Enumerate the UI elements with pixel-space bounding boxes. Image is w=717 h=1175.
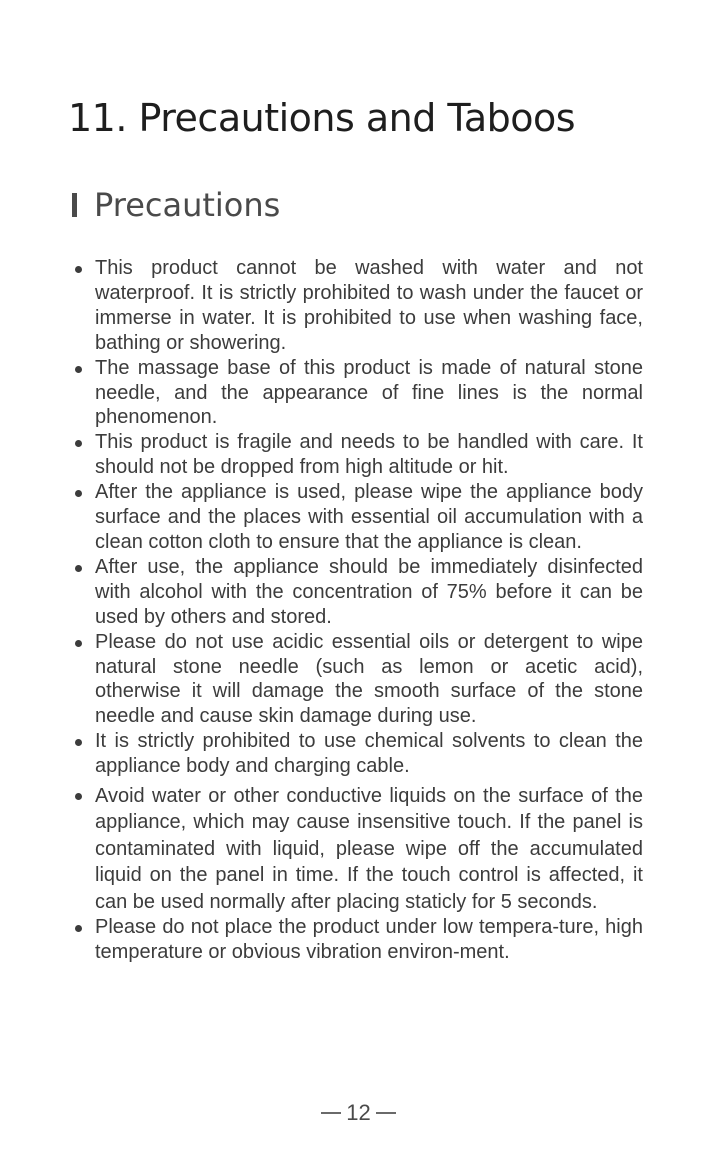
- list-item: [95, 480, 643, 555]
- bullet-icon: [75, 739, 82, 746]
- bullet-icon: [75, 640, 82, 647]
- list-item: [95, 630, 643, 730]
- list-item: [95, 555, 643, 630]
- list-item-text: This product is fragile and needs to be handled with care. It should not be dropped from high altitude or hit.: [95, 431, 643, 479]
- section-title: Precautions: [94, 186, 281, 224]
- list-item-text: After the appliance is used, please wipe the appliance body surface and the places with essential oil accumulation with a clean cotton cloth to ensure that the appliance is clean.: [95, 481, 643, 553]
- bullet-icon: [75, 366, 82, 373]
- list-item-text: After use, the appliance should be immediately disinfected with alcohol with the concentration of 75% before it can be used by others and stored.: [95, 555, 643, 628]
- bullet-icon: [75, 793, 82, 800]
- list-item-text: It is strictly prohibited to use chemical solvents to clean the appliance body and charging cable.: [95, 730, 643, 778]
- list-item-text: Please do not use acidic essential oils or detergent to wipe natural stone needle (such as lemon or acetic acid), otherwise it will damage the smooth surface of the stone needle and cause skin damage during use.: [95, 630, 643, 728]
- list-item-text: Please do not place the product under low tempera-ture, high temperature or obvious vibration environ-ment.: [95, 916, 643, 963]
- list-item-text: Avoid water or other conductive liquids on the surface of the appliance, which may cause insensitive touch. If the panel is contaminated with liquid, please wipe off the accumulated liquid on the panel in time. If the touch control is affected, it can be used normally after placing staticly for 5 seconds.: [95, 785, 643, 913]
- list-item: [95, 915, 643, 965]
- list-item: [95, 783, 643, 915]
- list-item: [95, 430, 643, 480]
- page-number-text: 12: [346, 1100, 371, 1125]
- bullet-icon: [75, 490, 82, 497]
- page-number: [0, 1098, 717, 1128]
- bullet-icon: [75, 565, 82, 572]
- list-item-text: The massage base of this product is made of natural stone needle, and the appearance of fine lines is the normal phenomenon.: [95, 356, 643, 429]
- page-number-dash-right: [376, 1112, 396, 1114]
- section-marker-bar: [72, 193, 77, 217]
- bullet-icon: [75, 266, 82, 273]
- chapter-title: 11. Precautions and Taboos: [68, 96, 576, 140]
- page-number-dash-left: [321, 1112, 341, 1114]
- precautions-list: [0, 256, 717, 965]
- section-heading: [72, 184, 280, 226]
- bullet-icon: [75, 925, 82, 932]
- list-item-text: This product cannot be washed with water and not waterproof. It is strictly prohibited to wash under the faucet or immerse in water. It is prohibited to use when washing face, bathing or showering.: [95, 257, 643, 354]
- list-item: [95, 256, 643, 356]
- list-item: [95, 729, 643, 779]
- list-item: [95, 356, 643, 431]
- bullet-icon: [75, 440, 82, 447]
